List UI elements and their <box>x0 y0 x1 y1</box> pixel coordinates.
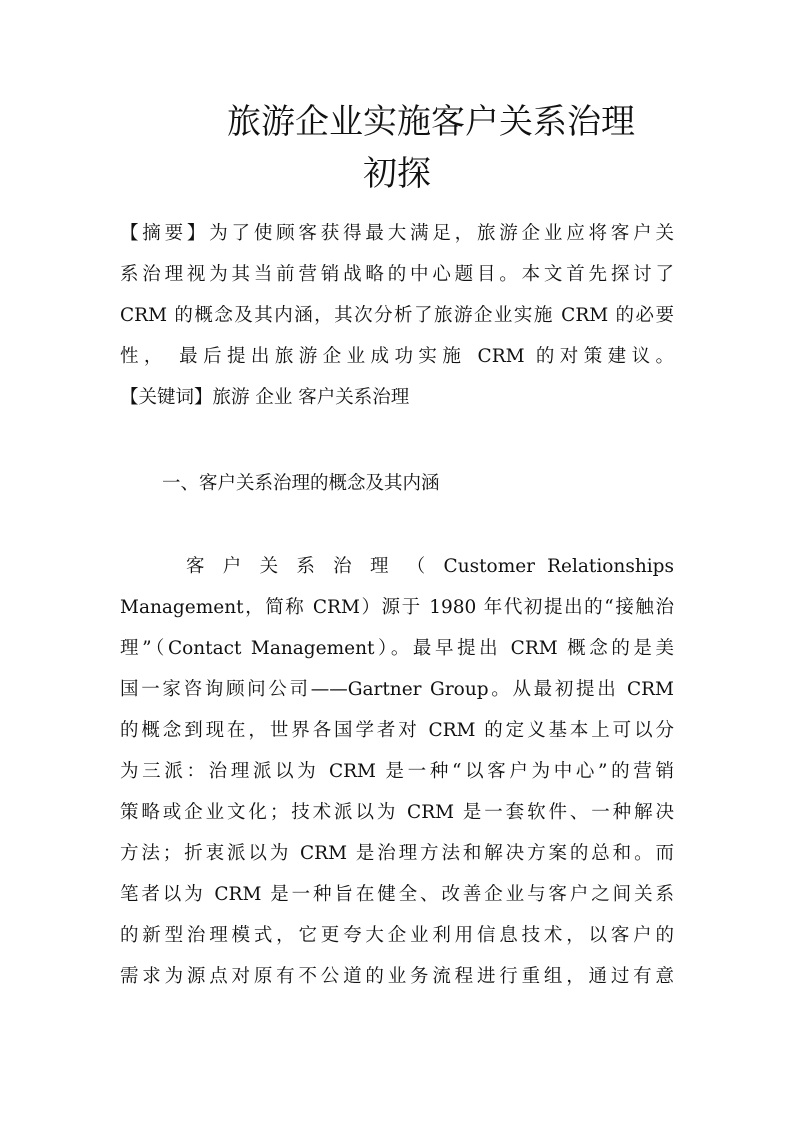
section-heading: 一、客户关系治理的概念及其内涵 <box>162 473 440 494</box>
body-line-1: 客 户 关 系 治 理 （ Customer Relationships <box>186 556 674 577</box>
body-line-3: 理”（Contact Management）。最早提出 CRM 概念的是美 <box>120 638 674 659</box>
body-line-4: 国一家咨询顾问公司——Gartner Group。从最初提出 CRM <box>120 679 674 700</box>
body-line-5: 的概念到现在，世界各国学者对 CRM 的定义基本上可以分 <box>120 720 674 741</box>
abstract-line-2: 系治理视为其当前营销战略的中心题目。本文首先探讨了 <box>120 264 674 285</box>
document-title-line-1: 旅游企业实施客户关系治理 <box>227 102 635 142</box>
document-title-line-2: 初探 <box>363 154 431 194</box>
abstract-line-3: CRM 的概念及其内涵，其次分析了旅游企业实施 CRM 的必要 <box>120 305 674 326</box>
body-line-8: 方法；折衷派以为 CRM 是治理方法和解决方案的总和。而 <box>120 843 674 864</box>
body-line-9: 笔者以为 CRM 是一种旨在健全、改善企业与客户之间关系 <box>120 884 674 905</box>
body-line-11: 需求为源点对原有不公道的业务流程进行重组，通过有意 <box>120 966 674 987</box>
body-line-7: 策略或企业文化；技术派以为 CRM 是一套软件、一种解决 <box>120 802 674 823</box>
abstract-line-1: 【摘要】为了使顾客获得最大满足，旅游企业应将客户关 <box>120 223 674 244</box>
keywords-line: 【关键词】旅游 企业 客户关系治理 <box>120 387 410 408</box>
body-line-10: 的新型治理模式，它更夸大企业利用信息技术，以客户的 <box>120 925 674 946</box>
body-line-6: 为三派：治理派以为 CRM 是一种“以客户为中心”的营销 <box>120 761 674 782</box>
body-line-2: Management，简称 CRM）源于 1980 年代初提出的“接触治 <box>120 597 674 618</box>
abstract-line-4: 性， 最后提出旅游企业成功实施 CRM 的对策建议。 <box>120 346 674 367</box>
